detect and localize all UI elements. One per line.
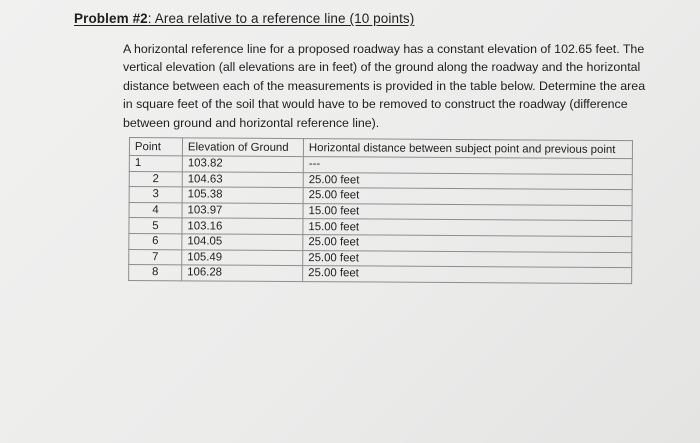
statement-line: vertical elevation (all elevations are in feet) of the ground along the roadway and the horizontal: [123, 60, 641, 75]
table-row: [129, 265, 632, 284]
cell-distance: 15.00 feet: [303, 203, 632, 221]
cell-point: 8: [129, 265, 182, 281]
cell-point: 4: [129, 202, 182, 218]
header-distance: Horizontal distance between subject point and previous point: [303, 139, 632, 159]
statement-line: between ground and horizontal reference line).: [123, 115, 380, 130]
cell-distance: 25.00 feet: [303, 266, 632, 284]
cell-point: 6: [129, 233, 182, 249]
statement-line: in square feet of the soil that would have to be removed to construct the roadway (difference: [123, 97, 628, 112]
cell-point: 1: [129, 156, 182, 172]
cell-elevation: 104.63: [182, 171, 303, 187]
header-point: Point: [129, 138, 182, 156]
cell-distance: 25.00 feet: [303, 188, 632, 206]
statement-line: A horizontal reference line for a proposed roadway has a constant elevation of 102.65 feet. The: [123, 42, 645, 56]
cell-elevation: 103.82: [182, 156, 303, 172]
cell-elevation: 104.05: [182, 234, 303, 250]
cell-distance: 25.00 feet: [303, 172, 632, 190]
problem-number: Problem #2: [74, 11, 148, 26]
cell-distance: 15.00 feet: [303, 219, 632, 237]
cell-elevation: 105.49: [182, 249, 303, 265]
problem-title: [74, 11, 414, 26]
cell-point: 3: [129, 187, 182, 203]
header-elevation: Elevation of Ground: [182, 138, 303, 157]
cell-point: 5: [129, 218, 182, 234]
cell-point: 7: [129, 249, 182, 265]
cell-point: 2: [129, 171, 182, 187]
measurements-table: [128, 137, 633, 284]
cell-distance: ---: [303, 157, 632, 175]
problem-title-text: : Area relative to a reference line (10 points): [147, 11, 415, 26]
cell-distance: 25.00 feet: [303, 235, 632, 253]
statement-line: distance between each of the measurements is provided in the table below. Determine the area: [123, 78, 646, 93]
cell-elevation: 106.28: [182, 265, 303, 281]
cell-elevation: 103.16: [182, 218, 303, 234]
cell-elevation: 105.38: [182, 187, 303, 203]
problem-statement: [123, 40, 653, 132]
cell-distance: 25.00 feet: [303, 250, 632, 268]
cell-elevation: 103.97: [182, 203, 303, 219]
